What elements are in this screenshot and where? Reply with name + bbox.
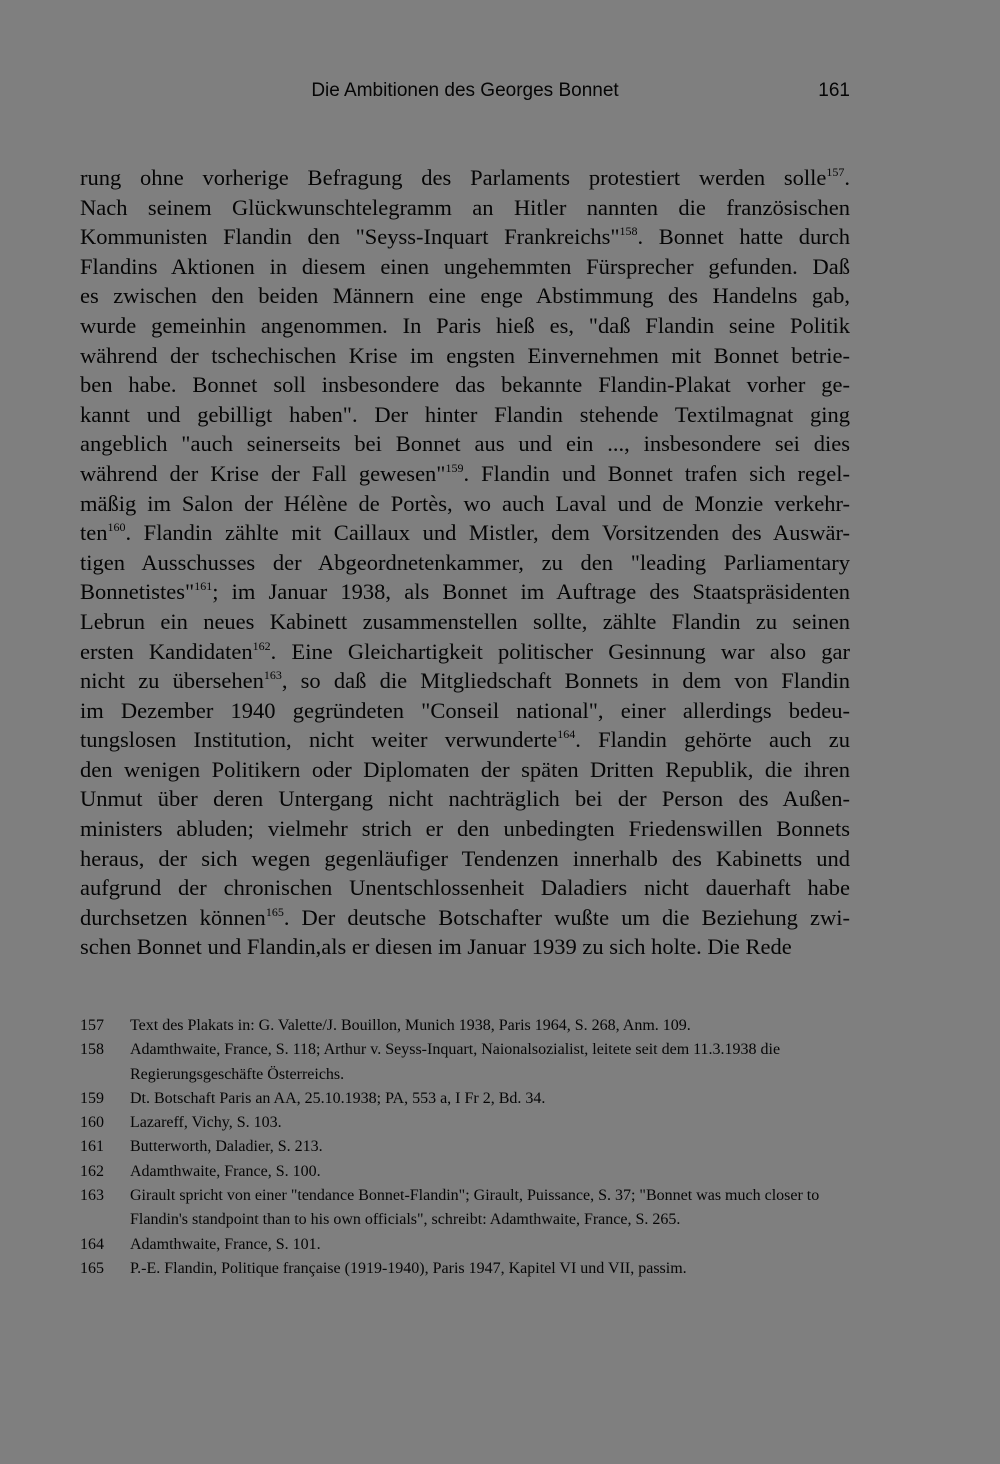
text-segment: im Dezember 1940 gegründeten "Conseil national", einer allerdings bedeu- bbox=[80, 697, 850, 723]
body-line bbox=[80, 607, 850, 637]
footnote bbox=[80, 1257, 850, 1281]
text-segment: heraus, der sich wegen gegenläufiger Tendenzen innerhalb des Kabinetts und bbox=[80, 845, 850, 871]
footnote bbox=[80, 1160, 850, 1184]
footnote bbox=[80, 1038, 850, 1087]
text-segment: ersten Kandidaten bbox=[80, 638, 253, 664]
text-segment: nicht zu übersehen bbox=[80, 668, 264, 694]
text-segment: tigen Ausschusses der Abgeordnetenkammer, zu den "leading Parliamentary bbox=[80, 549, 850, 575]
body-line bbox=[80, 193, 850, 223]
body-line bbox=[80, 755, 850, 785]
body-line bbox=[80, 252, 850, 282]
running-title: Die Ambitionen des Georges Bonnet bbox=[311, 80, 619, 101]
body-line bbox=[80, 873, 850, 903]
footnote-text: Adamthwaite, France, S. 118; Arthur v. Seyss-Inquart, Naionalsozialist, leitete seit dem 11.3.1938 die Regierungsgeschäfte Österreichs. bbox=[130, 1041, 781, 1083]
body-line bbox=[80, 696, 850, 726]
body-line bbox=[80, 725, 850, 755]
footnote-text: Butterworth, Daladier, S. 213. bbox=[130, 1138, 323, 1156]
text-segment: , so daß die Mitgliedschaft Bonnets in dem von Flandin bbox=[281, 668, 850, 694]
footnote-text: Dt. Botschaft Paris an AA, 25.10.1938; PA, 553 a, I Fr 2, Bd. 34. bbox=[130, 1089, 546, 1107]
text-segment: Bonnetistes" bbox=[80, 579, 195, 605]
body-line bbox=[80, 163, 850, 193]
footnote-number: 160 bbox=[80, 1114, 104, 1132]
page-number: 161 bbox=[818, 80, 850, 101]
text-segment: schen Bonnet und Flandin,als er diesen im Januar 1939 zu sich holte. Die Rede bbox=[80, 934, 792, 960]
text-segment: . Bonnet hatte durch bbox=[637, 224, 850, 250]
body-line bbox=[80, 281, 850, 311]
footnote-reference: 162 bbox=[252, 638, 271, 653]
body-line bbox=[80, 518, 850, 548]
footnote-text: Text des Plakats in: G. Valette/J. Bouillon, Munich 1938, Paris 1964, S. 268, Anm. 109. bbox=[130, 1017, 691, 1034]
footnote-reference: 161 bbox=[194, 579, 213, 594]
body-line bbox=[80, 814, 850, 844]
body-line bbox=[80, 666, 850, 696]
text-segment: Unmut über deren Untergang nicht nachträglich bei der Person des Außen- bbox=[80, 786, 850, 812]
text-segment: den wenigen Politikern oder Diplomaten der späten Dritten Republik, die ihren bbox=[80, 756, 850, 782]
footnote-reference: 165 bbox=[265, 904, 284, 919]
text-segment: ten bbox=[80, 520, 108, 546]
footnote bbox=[80, 1184, 850, 1233]
body-line bbox=[80, 489, 850, 519]
text-segment: kannt und gebilligt haben". Der hinter Flandin stehende Textilmagnat ging bbox=[80, 401, 850, 427]
footnote-reference: 164 bbox=[557, 727, 576, 742]
footnote-number: 163 bbox=[80, 1187, 104, 1205]
footnote bbox=[80, 1135, 850, 1159]
footnote-number: 157 bbox=[80, 1017, 104, 1034]
text-segment: mäßig im Salon der Hélène de Portès, wo auch Laval und de Monzie verkehr- bbox=[80, 490, 850, 516]
body-text bbox=[80, 163, 850, 962]
text-segment: aufgrund der chronischen Unentschlossenheit Daladiers nicht dauerhaft habe bbox=[80, 875, 850, 901]
footnote-text: P.-E. Flandin, Politique française (1919-1940), Paris 1947, Kapitel VI und VII, passim. bbox=[130, 1259, 687, 1277]
text-segment: Flandins Aktionen in diesem einen ungehemmten Fürsprecher gefunden. Daß bbox=[80, 253, 850, 279]
body-line bbox=[80, 341, 850, 371]
text-segment: . Flandin zählte mit Caillaux und Mistler, dem Vorsitzenden des Auswär- bbox=[125, 520, 850, 546]
text-segment: es zwischen den beiden Männern eine enge Abstimmung des Handelns gab, bbox=[80, 283, 850, 309]
body-line bbox=[80, 311, 850, 341]
text-segment: Lebrun ein neues Kabinett zusammenstellen sollte, zählte Flandin zu seinen bbox=[80, 608, 850, 634]
footnote-number: 161 bbox=[80, 1138, 104, 1156]
footnote-text: Lazareff, Vichy, S. 103. bbox=[130, 1114, 282, 1132]
footnote bbox=[80, 1014, 850, 1038]
footnote-reference: 163 bbox=[263, 668, 282, 683]
footnote-reference: 159 bbox=[445, 460, 464, 475]
text-segment: Kommunisten Flandin den "Seyss-Inquart Frankreichs" bbox=[80, 224, 620, 250]
body-line bbox=[80, 784, 850, 814]
text-segment: . Der deutsche Botschafter wußte um die Beziehung zwi- bbox=[283, 904, 850, 930]
body-line bbox=[80, 637, 850, 667]
text-segment: . Eine Gleichartigkeit politischer Gesinnung war also gar bbox=[270, 638, 850, 664]
footnote-number: 158 bbox=[80, 1041, 104, 1059]
footnote-number: 159 bbox=[80, 1089, 104, 1107]
body-line bbox=[80, 222, 850, 252]
text-segment: angeblich "auch seinerseits bei Bonnet aus und ein ..., insbesondere sei dies bbox=[80, 431, 850, 457]
body-line bbox=[80, 459, 850, 489]
text-segment: . Flandin gehörte auch zu bbox=[575, 727, 850, 753]
text-segment: . Flandin und Bonnet trafen sich regel- bbox=[463, 460, 850, 486]
text-segment: ministers abluden; vielmehr strich er den unbedingten Friedenswillen Bonnets bbox=[80, 816, 850, 842]
body-line bbox=[80, 577, 850, 607]
footnote bbox=[80, 1087, 850, 1111]
body-line bbox=[80, 370, 850, 400]
text-segment: tungslosen Institution, nicht weiter verwunderte bbox=[80, 727, 558, 753]
body-line bbox=[80, 932, 850, 962]
body-line bbox=[80, 903, 850, 933]
text-segment: durchsetzen können bbox=[80, 904, 266, 930]
footnote-text: Adamthwaite, France, S. 101. bbox=[130, 1235, 321, 1253]
text-segment: während der Krise der Fall gewesen" bbox=[80, 460, 446, 486]
text-segment: ; im Januar 1938, als Bonnet im Auftrage des Staatspräsidenten bbox=[212, 579, 850, 605]
footnote-reference: 157 bbox=[826, 165, 845, 179]
text-segment: . bbox=[844, 165, 850, 190]
footnote-text: Adamthwaite, France, S. 100. bbox=[130, 1162, 321, 1180]
body-line bbox=[80, 429, 850, 459]
text-segment: während der tschechischen Krise im engsten Einvernehmen mit Bonnet betrie- bbox=[80, 342, 850, 368]
footnote-number: 162 bbox=[80, 1162, 104, 1180]
footnote-text: Girault spricht von einer "tendance Bonnet-Flandin"; Girault, Puissance, S. 37; "Bonnet was much closer to Flandin's standpoint than to his own officials", schreibt: Adamthwaite, France, S. 265. bbox=[130, 1187, 820, 1229]
footnote bbox=[80, 1233, 850, 1257]
footnote-number: 164 bbox=[80, 1235, 104, 1253]
footnotes bbox=[80, 1014, 850, 1281]
footnote-reference: 160 bbox=[107, 520, 126, 535]
footnote-number: 165 bbox=[80, 1259, 104, 1277]
footnote bbox=[80, 1111, 850, 1135]
running-head bbox=[80, 80, 850, 110]
text-segment: ben habe. Bonnet soll insbesondere das bekannte Flandin-Plakat vorher ge- bbox=[80, 372, 850, 398]
text-segment: Nach seinem Glückwunschtelegramm an Hitler nannten die französischen bbox=[80, 194, 850, 220]
body-line bbox=[80, 400, 850, 430]
text-segment: rung ohne vorherige Befragung des Parlaments protestiert werden solle bbox=[80, 165, 827, 190]
footnote-reference: 158 bbox=[619, 224, 638, 239]
text-segment: wurde gemeinhin angenommen. In Paris hieß es, "daß Flandin seine Politik bbox=[80, 312, 850, 338]
body-line bbox=[80, 844, 850, 874]
body-line bbox=[80, 548, 850, 578]
